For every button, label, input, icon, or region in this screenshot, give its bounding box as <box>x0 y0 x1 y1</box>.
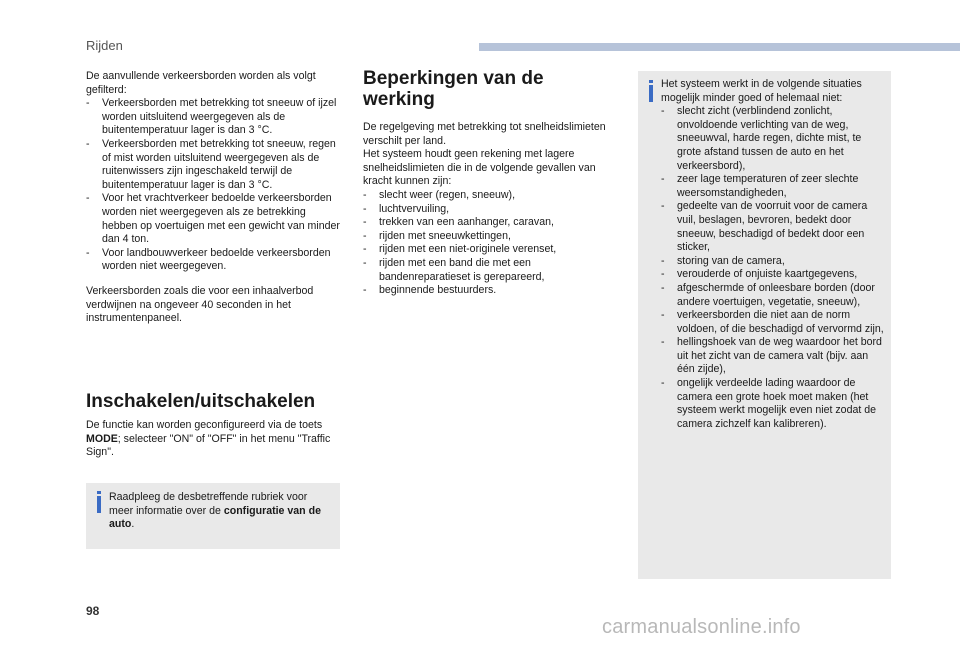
overtake-note: Verkeersborden zoals die voor een inhaalverbod verdwijnen na ongeveer 40 seconden in het instrumentenpaneel. <box>86 284 314 325</box>
heading-activation: Inschakelen/uitschakelen <box>86 391 316 412</box>
limitations-para1: De regelgeving met betrekking tot snelheidslimieten verschilt per land. <box>363 121 606 147</box>
list-item: - beginnende bestuurders. <box>363 284 621 298</box>
list-item: - rijden met een niet-originele verenset, <box>363 243 621 257</box>
heading-limitations: Beperkingen van de werking <box>363 68 544 110</box>
list-item: - trekken van een aanhanger, caravan, <box>363 216 621 230</box>
limitations-para2: Het systeem houdt geen rekening met lagere snelheidslimieten die in de volgende gevallen van kracht kunnen zijn: <box>363 148 596 188</box>
info-icon <box>649 85 653 102</box>
info-icon <box>97 496 101 513</box>
watermark: carmanualsonline.info <box>602 616 801 638</box>
list-item: - Voor landbouwverkeer bedoelde verkeersborden worden niet weergegeven. <box>86 247 342 274</box>
list-item: - gedeelte van de voorruit voor de camera vuil, beslagen, bevroren, bedekt door sneeuw, beschadigd of bedekt door een sticker, <box>661 200 886 254</box>
section-title: Rijden <box>86 38 123 53</box>
list-item: - slecht zicht (verblindend zonlicht, onvoldoende verlichting van de weg, sneeuwval, harde regen, dichte mist, te grote afstand tussen de auto en het verkeersbord), <box>661 105 886 173</box>
list-item: - hellingshoek van de weg waardoor het bord uit het zicht van de camera valt (bijv. aan één zijde), <box>661 336 886 377</box>
column-middle <box>363 121 621 298</box>
info-text <box>109 491 331 532</box>
list-item: - rijden met sneeuwkettingen, <box>363 230 621 244</box>
list-item: - storing van de camera, <box>661 255 886 269</box>
info-box-situations <box>638 71 891 579</box>
info-text-pre: Raadpleeg de desbetreffende rubriek voor meer informatie over de <box>109 491 308 517</box>
list-item: - Verkeersborden met betrekking tot sneeuw, regen of mist worden uitsluitend weergegeven als de ruitenwissers zijn ingeschakeld terwijl de buitentemperatuur lager is dan 3 °C. <box>86 138 342 192</box>
list-item: - zeer lage temperaturen of zeer slechte weersomstandigheden, <box>661 173 886 200</box>
list-item: - Voor het vrachtverkeer bedoelde verkeersborden worden niet weergegeven als ze betrekking hebben op voertuigen met een gewicht van minder dan 4 ton. <box>86 192 342 246</box>
column-left <box>86 70 342 326</box>
activation-text <box>86 419 342 460</box>
mode-key: MODE <box>86 432 118 445</box>
page-number: 98 <box>86 604 100 618</box>
activation-text-post: ; selecteer "ON" of "OFF" in het menu "Traffic Sign". <box>86 432 331 459</box>
filter-intro: De aanvullende verkeersborden worden als volgt gefilterd: <box>86 70 316 96</box>
info-box-config <box>86 483 340 549</box>
list-item: - verouderde of onjuiste kaartgegevens, <box>661 268 886 282</box>
list-item: - afgeschermde of onleesbare borden (door andere voertuigen, vegetatie, sneeuw), <box>661 282 886 309</box>
situations-list <box>661 105 886 431</box>
list-item: - luchtvervuiling, <box>363 203 621 217</box>
activation-text-pre: De functie kan worden geconfigureerd via de toets <box>86 419 323 431</box>
filter-list <box>86 97 342 274</box>
info-text-post: . <box>131 518 135 531</box>
list-item: - ongelijk verdeelde lading waardoor de camera een grote hoek moet maken (het systeem werkt mogelijk even niet zodat de camera zichzelf kan kalibreren). <box>661 377 886 431</box>
info-link-text: configuratie van de auto <box>109 504 321 531</box>
list-item: - rijden met een band die met een bandenreparatieset is gerepareerd, <box>363 257 621 284</box>
situations-intro: Het systeem werkt in de volgende situaties mogelijk minder goed of helemaal niet: <box>661 78 862 104</box>
list-item: - Verkeersborden met betrekking tot sneeuw of ijzel worden uitsluitend weergegeven als de buitentemperatuur lager is dan 3 °C. <box>86 97 342 138</box>
limitations-list <box>363 189 621 298</box>
header-bar <box>479 43 960 51</box>
situations-text <box>661 78 886 431</box>
list-item: - slecht weer (regen, sneeuw), <box>363 189 621 203</box>
list-item: - verkeersborden die niet aan de norm voldoen, of die beschadigd of vervormd zijn, <box>661 309 886 336</box>
